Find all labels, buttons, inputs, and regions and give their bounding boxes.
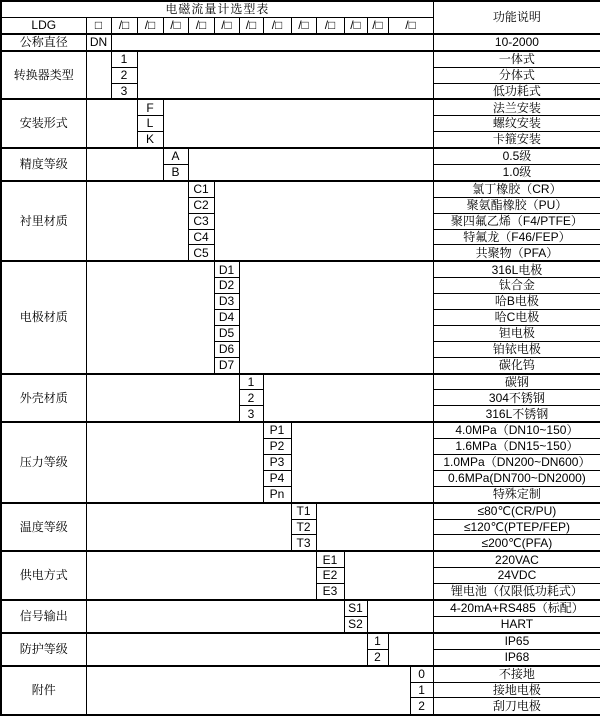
empty-cell xyxy=(214,181,433,261)
empty-cell xyxy=(86,99,137,148)
option-code: D1 xyxy=(214,261,239,277)
model-code-slot: /□ xyxy=(263,17,291,33)
option-description: 316L不锈钢 xyxy=(433,406,600,422)
group-label: 防护等级 xyxy=(1,633,86,666)
option-code: B xyxy=(163,165,188,181)
option-code: 2 xyxy=(111,67,137,83)
group-label: 信号输出 xyxy=(1,600,86,633)
option-code: E1 xyxy=(316,551,344,567)
option-description: ≤80℃(CR/PU) xyxy=(433,503,600,519)
empty-cell xyxy=(367,600,433,633)
model-code-slot: /□ xyxy=(137,17,163,33)
option-code: 2 xyxy=(410,698,433,715)
option-description: ≤200℃(PFA) xyxy=(433,535,600,551)
empty-cell xyxy=(291,422,433,502)
option-code: L xyxy=(137,116,163,132)
option-code: E2 xyxy=(316,568,344,584)
empty-cell xyxy=(137,51,433,100)
model-code-slot: /□ xyxy=(367,17,388,33)
option-description: 220VAC xyxy=(433,551,600,567)
empty-cell xyxy=(86,503,291,552)
model-code-slot: /□ xyxy=(344,17,367,33)
group-label: 温度等级 xyxy=(1,503,86,552)
empty-cell xyxy=(86,422,263,502)
option-code: T3 xyxy=(291,535,316,551)
group-label: 供电方式 xyxy=(1,551,86,600)
group-label: 精度等级 xyxy=(1,148,86,181)
model-code-slot: /□ xyxy=(291,17,316,33)
group-label-diameter: 公称直径 xyxy=(1,34,86,51)
option-code: P4 xyxy=(263,470,291,486)
option-description: 0.6MPa(DN700~DN2000) xyxy=(433,470,600,486)
option-description: 哈B电极 xyxy=(433,294,600,310)
model-code-slot: /□ xyxy=(239,17,263,33)
empty-cell xyxy=(86,633,367,666)
option-code: P3 xyxy=(263,455,291,471)
option-code: D2 xyxy=(214,278,239,294)
option-description: 0.5级 xyxy=(433,148,600,164)
option-description: 螺纹安装 xyxy=(433,116,600,132)
option-code: DN xyxy=(86,34,111,51)
model-code-slot: /□ xyxy=(214,17,239,33)
option-code: D3 xyxy=(214,294,239,310)
empty-cell xyxy=(388,633,433,666)
option-code: 2 xyxy=(367,649,388,665)
option-description: 不接地 xyxy=(433,666,600,682)
option-description: 4-20mA+RS485（标配） xyxy=(433,600,600,616)
group-label: 电极材质 xyxy=(1,261,86,373)
empty-cell xyxy=(344,551,433,600)
option-description: 氯丁橡胶（CR） xyxy=(433,181,600,197)
model-code-slot: /□ xyxy=(388,17,433,33)
group-label: 转换器类型 xyxy=(1,51,86,100)
option-description: 钽电极 xyxy=(433,325,600,341)
option-code: Pn xyxy=(263,486,291,502)
option-description: 特氟龙（F46/FEP） xyxy=(433,229,600,245)
option-description: 1.0MPa（DN200~DN600） xyxy=(433,455,600,471)
option-code: 1 xyxy=(367,633,388,649)
model-code-slot: /□ xyxy=(163,17,188,33)
option-code: 1 xyxy=(410,682,433,698)
group-label: 安装形式 xyxy=(1,99,86,148)
option-code: F xyxy=(137,99,163,115)
empty-cell xyxy=(86,551,316,600)
model-code-slot: /□ xyxy=(316,17,344,33)
option-code: T2 xyxy=(291,519,316,535)
option-description: 1.6MPa（DN15~150） xyxy=(433,439,600,455)
option-code: D7 xyxy=(214,357,239,373)
model-box-slot: □ xyxy=(86,17,111,33)
option-description: 锂电池（仅限低功耗式） xyxy=(433,584,600,600)
option-description: 聚氨酯橡胶（PU） xyxy=(433,197,600,213)
option-description: 304不锈钢 xyxy=(433,390,600,406)
option-description: ≤120℃(PTEP/FEP) xyxy=(433,519,600,535)
option-description: 共聚物（PFA） xyxy=(433,245,600,261)
option-description: 24VDC xyxy=(433,568,600,584)
option-description: 卡箍安装 xyxy=(433,132,600,148)
group-label: 附件 xyxy=(1,666,86,715)
empty-cell xyxy=(86,261,214,373)
option-code: A xyxy=(163,148,188,164)
group-label: 衬里材质 xyxy=(1,181,86,261)
option-description: 4.0MPa（DN10~150） xyxy=(433,422,600,438)
option-description: 1.0级 xyxy=(433,165,600,181)
option-code: 1 xyxy=(111,51,137,67)
option-code: D6 xyxy=(214,341,239,357)
empty-cell xyxy=(86,600,344,633)
option-description: HART xyxy=(433,616,600,632)
option-description: IP68 xyxy=(433,649,600,665)
option-code: 1 xyxy=(239,374,263,390)
empty-cell xyxy=(239,261,433,373)
empty-cell xyxy=(86,666,410,715)
option-description: IP65 xyxy=(433,633,600,649)
option-description: 10-2000 xyxy=(433,34,600,51)
model-code-slot: /□ xyxy=(111,17,137,33)
model-code-slot: /□ xyxy=(188,17,214,33)
option-description: 碳钢 xyxy=(433,374,600,390)
option-description: 低功耗式 xyxy=(433,83,600,99)
function-description-header: 功能说明 xyxy=(433,1,600,34)
option-code: 2 xyxy=(239,390,263,406)
option-description: 接地电极 xyxy=(433,682,600,698)
option-code: P2 xyxy=(263,439,291,455)
option-code: K xyxy=(137,132,163,148)
option-description: 一体式 xyxy=(433,51,600,67)
option-code: 3 xyxy=(239,406,263,422)
empty-cell xyxy=(86,51,111,100)
option-code: P1 xyxy=(263,422,291,438)
option-code: 3 xyxy=(111,83,137,99)
option-code: S1 xyxy=(344,600,367,616)
option-code: T1 xyxy=(291,503,316,519)
empty-cell xyxy=(86,374,239,423)
option-code: C4 xyxy=(188,229,214,245)
option-description: 法兰安装 xyxy=(433,99,600,115)
option-code: C3 xyxy=(188,213,214,229)
option-description: 分体式 xyxy=(433,67,600,83)
empty-cell xyxy=(111,34,433,51)
model-prefix-label: LDG xyxy=(1,17,86,33)
option-description: 特殊定制 xyxy=(433,486,600,502)
option-description: 碳化钨 xyxy=(433,357,600,373)
option-code: C1 xyxy=(188,181,214,197)
option-code: C5 xyxy=(188,245,214,261)
empty-cell xyxy=(163,99,433,148)
group-label: 压力等级 xyxy=(1,422,86,502)
empty-cell xyxy=(316,503,433,552)
option-description: 钛合金 xyxy=(433,278,600,294)
empty-cell xyxy=(86,148,163,181)
option-description: 铂铱电极 xyxy=(433,341,600,357)
option-description: 哈C电极 xyxy=(433,310,600,326)
option-code: C2 xyxy=(188,197,214,213)
group-label: 外壳材质 xyxy=(1,374,86,423)
option-code: S2 xyxy=(344,616,367,632)
option-code: 0 xyxy=(410,666,433,682)
empty-cell xyxy=(263,374,433,423)
empty-cell xyxy=(86,181,188,261)
option-code: D4 xyxy=(214,310,239,326)
page-title: 电磁流量计选型表 xyxy=(1,1,433,17)
empty-cell xyxy=(188,148,433,181)
option-code: D5 xyxy=(214,325,239,341)
option-description: 316L电极 xyxy=(433,261,600,277)
option-description: 聚四氟乙烯（F4/PTFE） xyxy=(433,213,600,229)
option-code: E3 xyxy=(316,584,344,600)
option-description: 刮刀电极 xyxy=(433,698,600,715)
